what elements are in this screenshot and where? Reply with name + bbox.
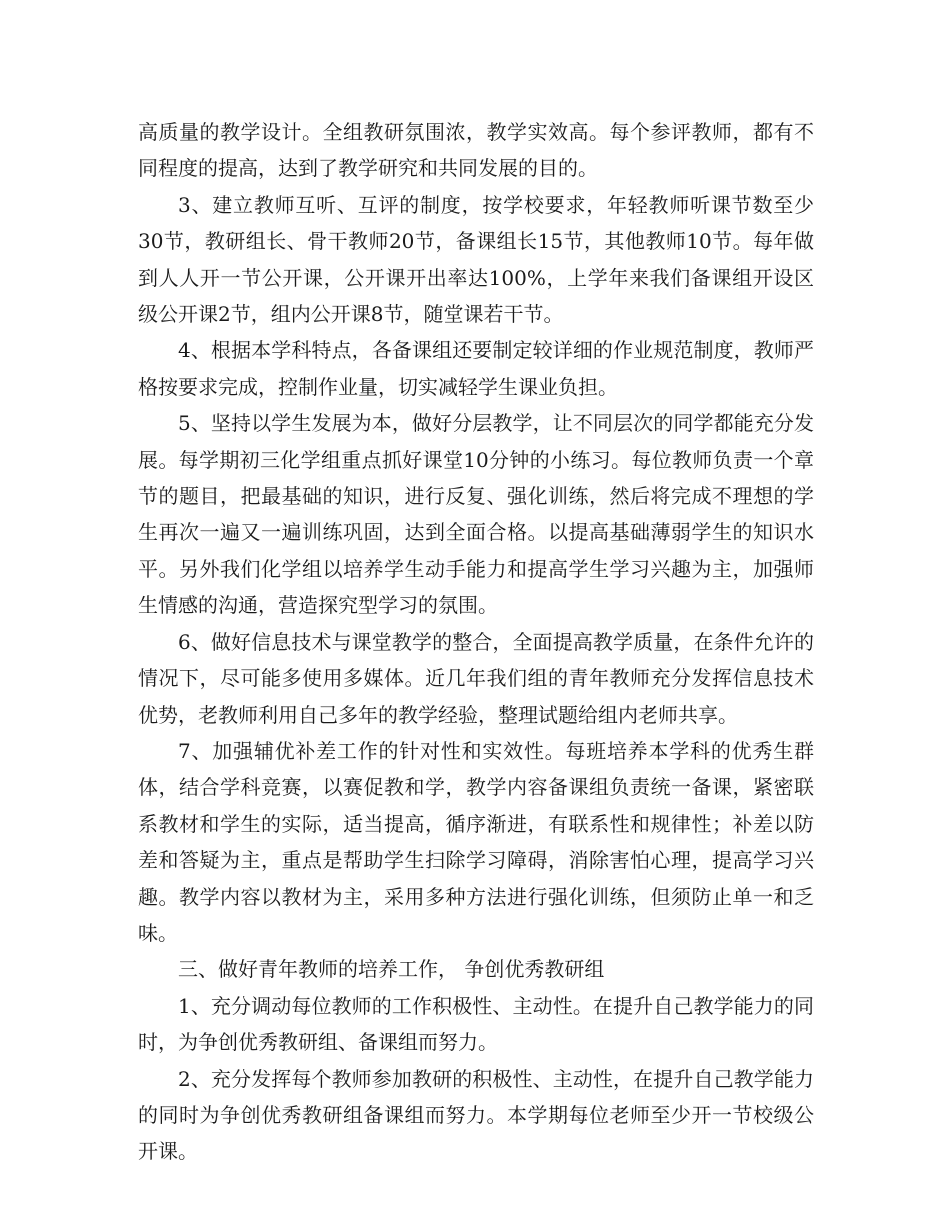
paragraph-3: 4、根据本学科特点，各备课组还要制定较详细的作业规范制度，教师严格按要求完成，控制作业量，切实减轻学生课业负担。 (138, 338, 814, 399)
paragraph-7: 1、充分调动每位教师的工作积极性、主动性。在提升自己教学能力的同时，为争创优秀教研组、备课组而努力。 (138, 993, 814, 1055)
paragraph-8: 2、充分发挥每个教师参加教研的积极性、主动性，在提升自己教学能力的同时为争创优秀教研组备课组而努力。本学期每位老师至少开一节校级公开课。 (138, 1066, 814, 1164)
section-heading: 三、做好青年教师的培养工作， 争创优秀教研组 (178, 957, 605, 982)
paragraph-6: 7、加强辅优补差工作的针对性和实效性。每班培养本学科的优秀生群体，结合学科竞赛，以赛促教和学，教学内容备课组负责统一备课，紧密联系教材和学生的实际，适当提高，循序渐进，有联系性和规律性；补差以防差和答疑为主，重点是帮助学生扫除学习障碍，消除害怕心理，提高学习兴趣。教学内容以教材为主，采用多种方法进行强化训练，但须防止单一和乏味。 (138, 738, 814, 945)
document-page (138, 114, 814, 1170)
paragraph-4: 5、坚持以学生发展为本，做好分层教学，让不同层次的同学都能充分发展。每学期初三化学组重点抓好课堂10分钟的小练习。每位教师负责一个章节的题目，把最基础的知识，进行反复、强化训练，然后将完成不理想的学生再次一遍又一遍训练巩固，达到全面合格。以提高基础薄弱学生的知识水平。另外我们化学组以培养学生动手能力和提高学生学习兴趣为主，加强师生情感的沟通，营造探究型学习的氛围。 (138, 411, 814, 618)
paragraph-1: 高质量的教学设计。全组教研氛围浓，教学实效高。每个参评教师，都有不同程度的提高，达到了教学研究和共同发展的目的。 (138, 120, 814, 181)
paragraph-2: 3、建立教师互听、互评的制度，按学校要求，年轻教师听课节数至少30节，教研组长、骨干教师20节，备课组长15节，其他教师10节。每年做到人人开一节公开课，公开课开出率达100%，上学年来我们备课组开设区级公开课2节，组内公开课8节，随堂课若干节。 (138, 192, 814, 327)
paragraph-5: 6、做好信息技术与课堂教学的整合，全面提高教学质量，在条件允许的情况下，尽可能多使用多媒体。近几年我们组的青年教师充分发挥信息技术优势，老教师利用自己多年的教学经验，整理试题给组内老师共享。 (138, 629, 814, 727)
